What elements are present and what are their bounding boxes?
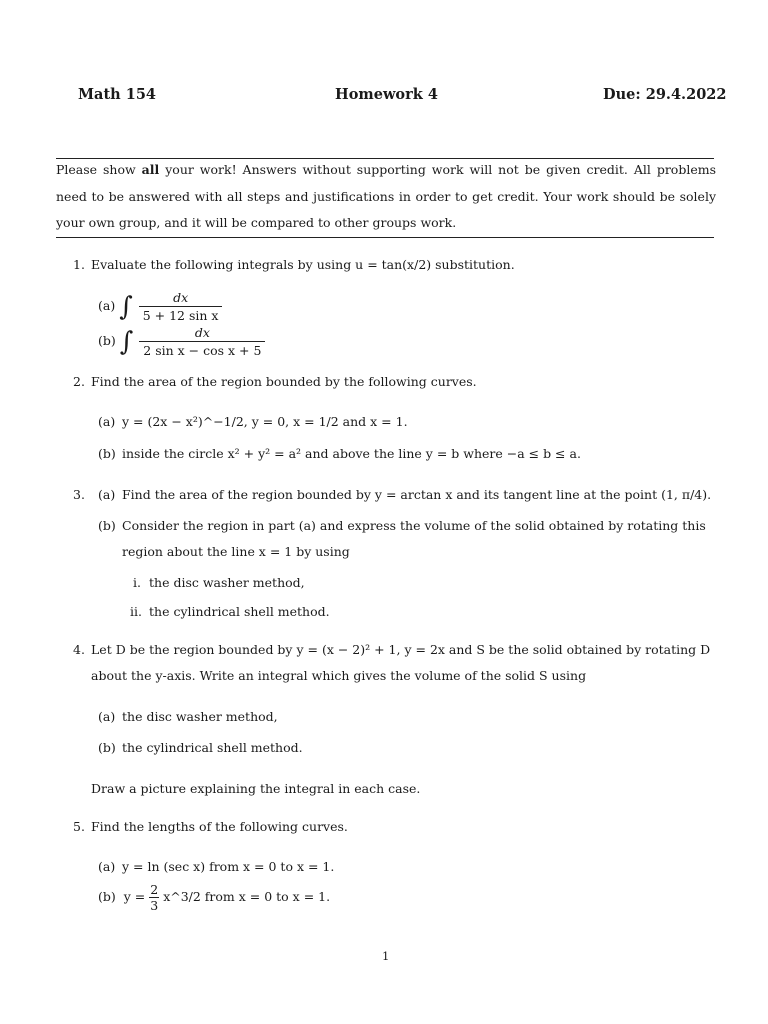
problem-1a-denominator: 5 + 12 sin x [139,306,223,323]
bottom-rule [56,237,714,238]
due-date: Due: 29.4.2022 [603,86,727,103]
problem-3b-text-line2: region about the line x = 1 by using [122,544,350,559]
instructions-emphasis: all [141,162,160,177]
course-name: Math 154 [78,86,157,103]
problem-3b-ii-text: the cylindrical shell method. [149,604,330,619]
instructions-part2: your work! Answers without supporting work will not be given credit. All problems need to be answered with all steps and justifications in order to get credit. Your work should be solely your own group, and it will be compared to other groups work. [56,162,716,230]
problem-4b-text: the cylindrical shell method. [122,740,303,755]
problem-5b-denominator: 3 [150,898,159,913]
problem-5-number: 5. [73,819,85,834]
problem-5-text: Find the lengths of the following curves. [91,819,348,834]
problem-2-text: Find the area of the region bounded by the following curves. [91,374,477,389]
problem-5b-label: (b) [98,889,116,904]
problem-3b-i-label: i. [133,575,141,590]
problem-4-number: 4. [73,642,85,657]
problem-2b-text: inside the circle x² + y² = a² and above the line y = b where −a ≤ b ≤ a. [122,446,581,461]
instructions-part1: Please show [56,162,142,177]
problem-5b-lhs: y = [123,889,146,904]
problem-3b-text-line1: Consider the region in part (a) and express the volume of the solid obtained by rotating this [122,518,706,533]
problem-5b [98,882,330,913]
problem-3a-label: (a) [98,487,116,502]
homework-title: Homework 4 [335,86,438,103]
problem-5b-fraction [149,882,159,913]
problem-5a-label: (a) [98,859,116,874]
problem-2a-text: y = (2x − x²)^−1/2, y = 0, x = 1/2 and x = 1. [122,414,408,429]
integral-sign: ∫ [119,291,133,322]
problem-3a-text: Find the area of the region bounded by y = arctan x and its tangent line at the point (1, π/4). [122,487,712,502]
problem-2-number: 2. [73,374,85,389]
problem-4a-label: (a) [98,709,116,724]
problem-4b-label: (b) [98,740,116,755]
integral-sign: ∫ [119,326,134,357]
problem-3-number: 3. [73,487,85,502]
problem-1a-numerator: dx [173,290,189,305]
problem-5b-numerator: 2 [150,882,159,897]
problem-1a-label: (a) [98,298,116,313]
problem-4-note: Draw a picture explaining the integral in each case. [91,781,421,796]
problem-5a-text: y = ln (sec x) from x = 0 to x = 1. [122,859,335,874]
problem-4-text-line2: about the y-axis. Write an integral which gives the volume of the solid S using [91,668,587,683]
instructions [56,157,716,237]
problem-3b-label: (b) [98,518,116,533]
problem-1b-label: (b) [98,333,116,348]
problem-3b-ii-label: ii. [130,604,142,619]
problem-2a-label: (a) [98,414,116,429]
problem-1b-fraction [139,325,265,358]
problem-2b-label: (b) [98,446,116,461]
problem-1b [98,325,265,358]
problem-1a [98,290,222,323]
page-number: 1 [382,949,390,963]
problem-1-number: 1. [73,257,85,272]
problem-5b-rest: x^3/2 from x = 0 to x = 1. [163,889,331,904]
problem-3b-i-text: the disc washer method, [149,575,305,590]
problem-1b-numerator: dx [194,325,210,340]
problem-1b-denominator: 2 sin x − cos x + 5 [139,341,265,358]
problem-1a-fraction [139,290,223,323]
problem-4-text-line1: Let D be the region bounded by y = (x − 2)² + 1, y = 2x and S be the solid obtained by rotating D [91,642,711,657]
problem-1-text: Evaluate the following integrals by using u = tan(x/2) substitution. [91,257,515,272]
problem-4a-text: the disc washer method, [122,709,278,724]
